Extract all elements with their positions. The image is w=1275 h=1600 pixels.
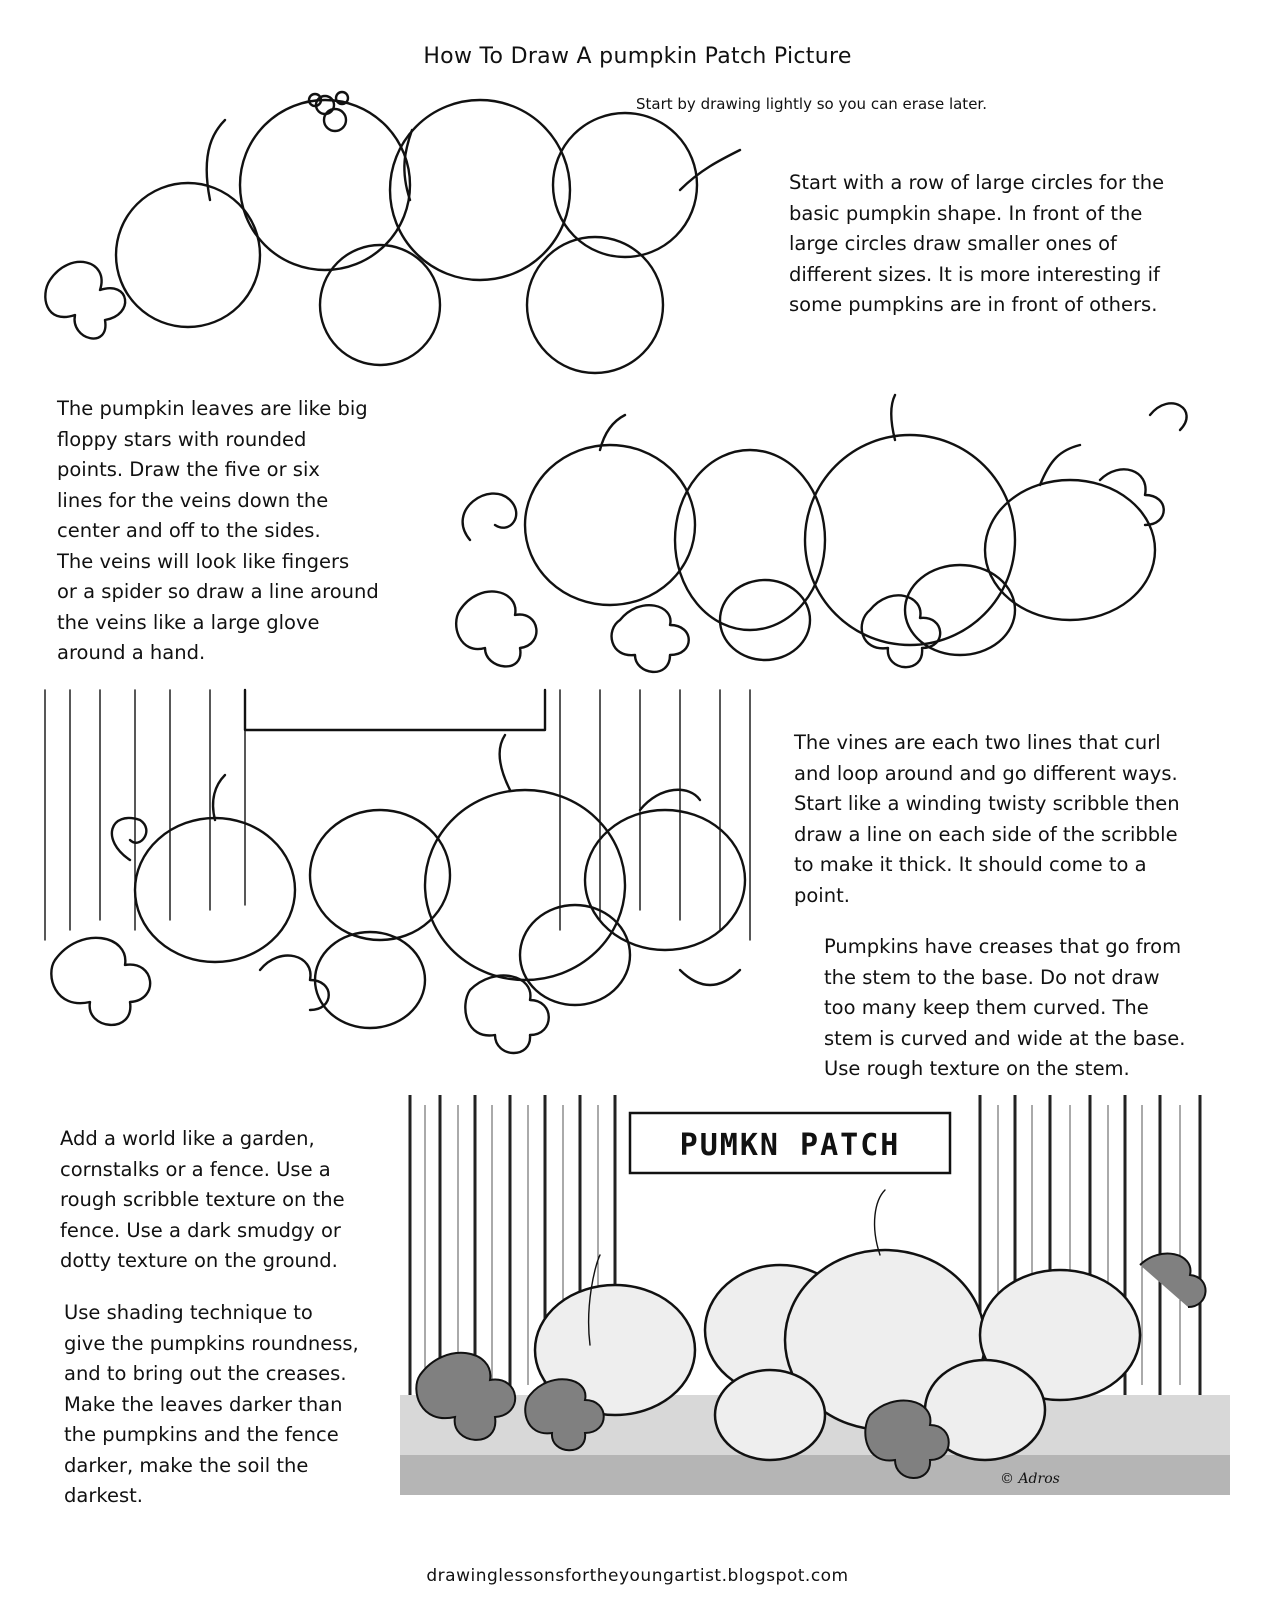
step1-line: some pumpkins are in front of others. bbox=[789, 293, 1158, 316]
step6-line: Use shading technique to bbox=[64, 1301, 313, 1324]
step1-line: Start with a row of large circles for the bbox=[789, 171, 1165, 194]
footer-url[interactable]: drawinglessonsfortheyoungartist.blogspot.com bbox=[426, 1566, 849, 1586]
step5-text bbox=[60, 1124, 390, 1277]
step4-line: the stem to the base. Do not draw bbox=[824, 965, 1160, 989]
step4-line: Pumpkins have creases that go from bbox=[824, 935, 1182, 958]
step1-line: basic pumpkin shape. In front of the bbox=[789, 201, 1143, 225]
step2-line: lines for the veins down the bbox=[57, 488, 329, 512]
step6-line: darker, make the soil the bbox=[64, 1453, 309, 1477]
step3-line: to make it thick. It should come to a bbox=[794, 853, 1147, 876]
step2-text bbox=[57, 394, 407, 669]
step6-line: Make the leaves darker than bbox=[64, 1392, 343, 1416]
step4-shaded-drawing bbox=[400, 1095, 1230, 1495]
step4-line: Use rough texture on the stem. bbox=[824, 1057, 1130, 1080]
step4-text bbox=[824, 932, 1224, 1085]
step2-line: center and off to the sides. bbox=[57, 519, 321, 542]
step2-line: the veins like a large glove bbox=[57, 610, 320, 634]
step6-line: give the pumpkins roundness, bbox=[64, 1331, 359, 1355]
step2-line: or a spider so draw a line around bbox=[57, 580, 379, 603]
step5-line: rough scribble texture on the bbox=[60, 1188, 345, 1211]
step1-circle-sketch bbox=[40, 90, 760, 390]
step4-line: stem is curved and wide at the base. bbox=[824, 1026, 1186, 1050]
step2-line: around a hand. bbox=[57, 641, 206, 664]
step3-line: point. bbox=[794, 883, 850, 907]
step5-line: dotty texture on the ground. bbox=[60, 1249, 338, 1272]
patch-sign bbox=[630, 1113, 950, 1173]
step2-line: points. Draw the five or six bbox=[57, 458, 320, 481]
step3-text bbox=[794, 728, 1214, 911]
step5-line: cornstalks or a fence. Use a bbox=[60, 1157, 331, 1181]
step3-line: and loop around and go different ways. bbox=[794, 761, 1178, 785]
step1-line: different sizes. It is more interesting if bbox=[789, 262, 1160, 286]
step3-line: Start like a winding twisty scribble then bbox=[794, 792, 1180, 815]
page-title: How To Draw A pumpkin Patch Picture bbox=[423, 44, 852, 69]
artist-signature: © Adros bbox=[1000, 1471, 1060, 1487]
step3-line-drawing bbox=[40, 690, 760, 1070]
step4-line: too many keep them curved. The bbox=[824, 996, 1149, 1019]
step2-line: floppy stars with rounded bbox=[57, 427, 307, 451]
step1-line: large circles draw smaller ones of bbox=[789, 232, 1117, 255]
step3-line: draw a line on each side of the scribble bbox=[794, 822, 1178, 846]
step3-line: The vines are each two lines that curl bbox=[794, 731, 1161, 754]
step1-text bbox=[789, 168, 1259, 321]
step2-line: The pumpkin leaves are like big bbox=[57, 397, 368, 420]
step5-line: fence. Use a dark smudgy or bbox=[60, 1218, 341, 1242]
step6-line: and to bring out the creases. bbox=[64, 1362, 347, 1385]
step2-outline-drawing bbox=[440, 390, 1200, 690]
step6-line: the pumpkins and the fence bbox=[64, 1423, 339, 1446]
step5-line: Add a world like a garden, bbox=[60, 1127, 315, 1150]
intro-tip: Start by drawing lightly so you can erase later. bbox=[636, 95, 987, 113]
step6-line: darkest. bbox=[64, 1484, 143, 1507]
step6-text bbox=[64, 1298, 394, 1512]
sign-text: PUMKN PATCH bbox=[679, 1128, 901, 1163]
step2-line: The veins will look like fingers bbox=[57, 549, 350, 573]
